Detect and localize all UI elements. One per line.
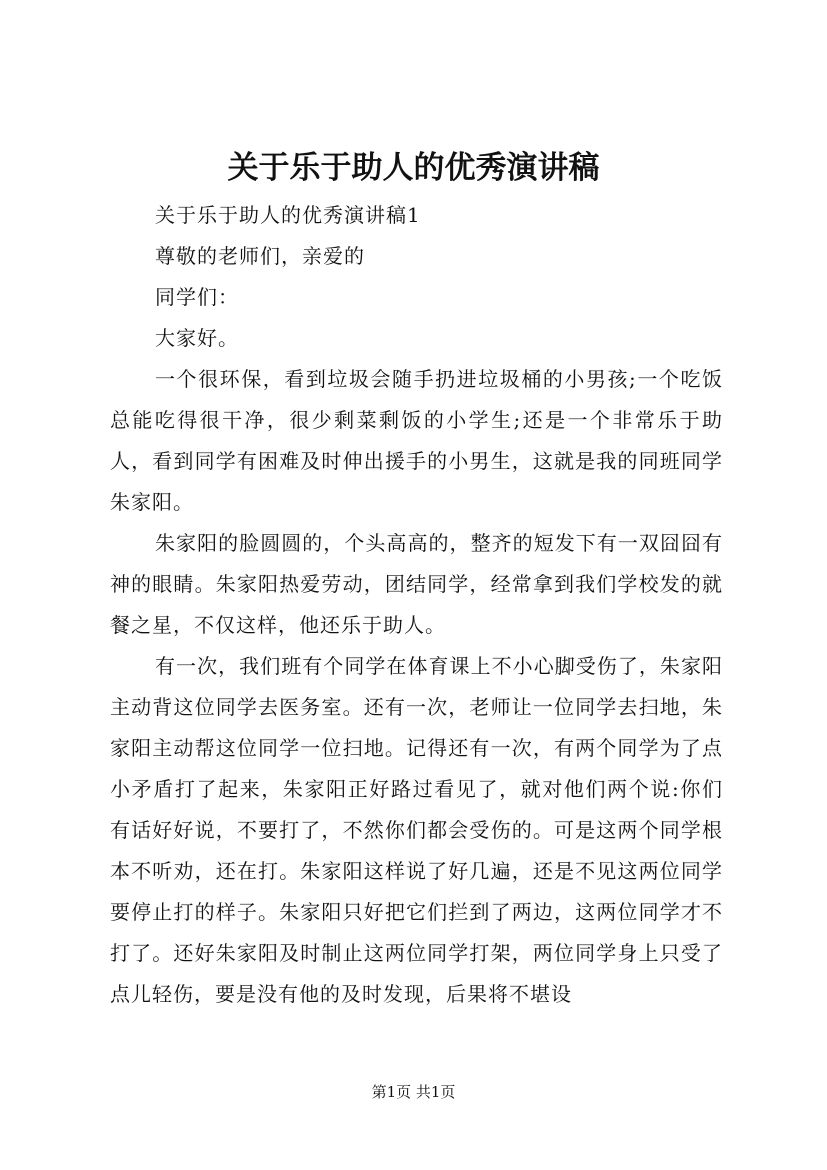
salutation: 大家好。 (155, 326, 239, 350)
page-footer: 第1页 共1页 (371, 1083, 456, 1101)
greeting-line: 尊敬的老师们，亲爱的 (155, 244, 365, 268)
document-subtitle: 关于乐于助人的优秀演讲稿1 (155, 203, 421, 227)
greeting-line: 同学们： (155, 285, 239, 309)
paragraph: 朱家阳的脸圆圆的，个头高高的，整齐的短发下有一双囧囧有神的眼睛。朱家阳热爱劳动，团结同学，经常拿到我们学校发的就餐之星，不仅这样，他还乐于助人。 (110, 531, 723, 637)
paragraph: 一个很环保，看到垃圾会随手扔进垃圾桶的小男孩;一个吃饭总能吃得很干净，很少剩菜剩饭的小学生;还是一个非常乐于助人，看到同学有困难及时伸出援手的小男生，这就是我的同班同学朱家阳。 (110, 367, 723, 514)
paragraph: 有一次，我们班有个同学在体育课上不小心脚受伤了，朱家阳主动背这位同学去医务室。还有一次，老师让一位同学去扫地，朱家阳主动帮这位同学一位扫地。记得还有一次，有两个同学为了点小矛盾打了起来，朱家阳正好路过看见了，就对他们两个说:你们有话好好说，不要打了，不然你们都会受伤的。可是这两个同学根本不听劝，还在打。朱家阳这样说了好几遍，还是不见这两位同学要停止打的样子。朱家阳只好把它们拦到了两边，这两位同学才不打了。还好朱家阳及时制止这两位同学打架，两位同学身上只受了点儿轻伤，要是没有他的及时发现，后果将不堪设 (110, 654, 723, 1006)
document-body (110, 195, 723, 1015)
document-title: 关于乐于助人的优秀演讲稿 (227, 150, 600, 186)
